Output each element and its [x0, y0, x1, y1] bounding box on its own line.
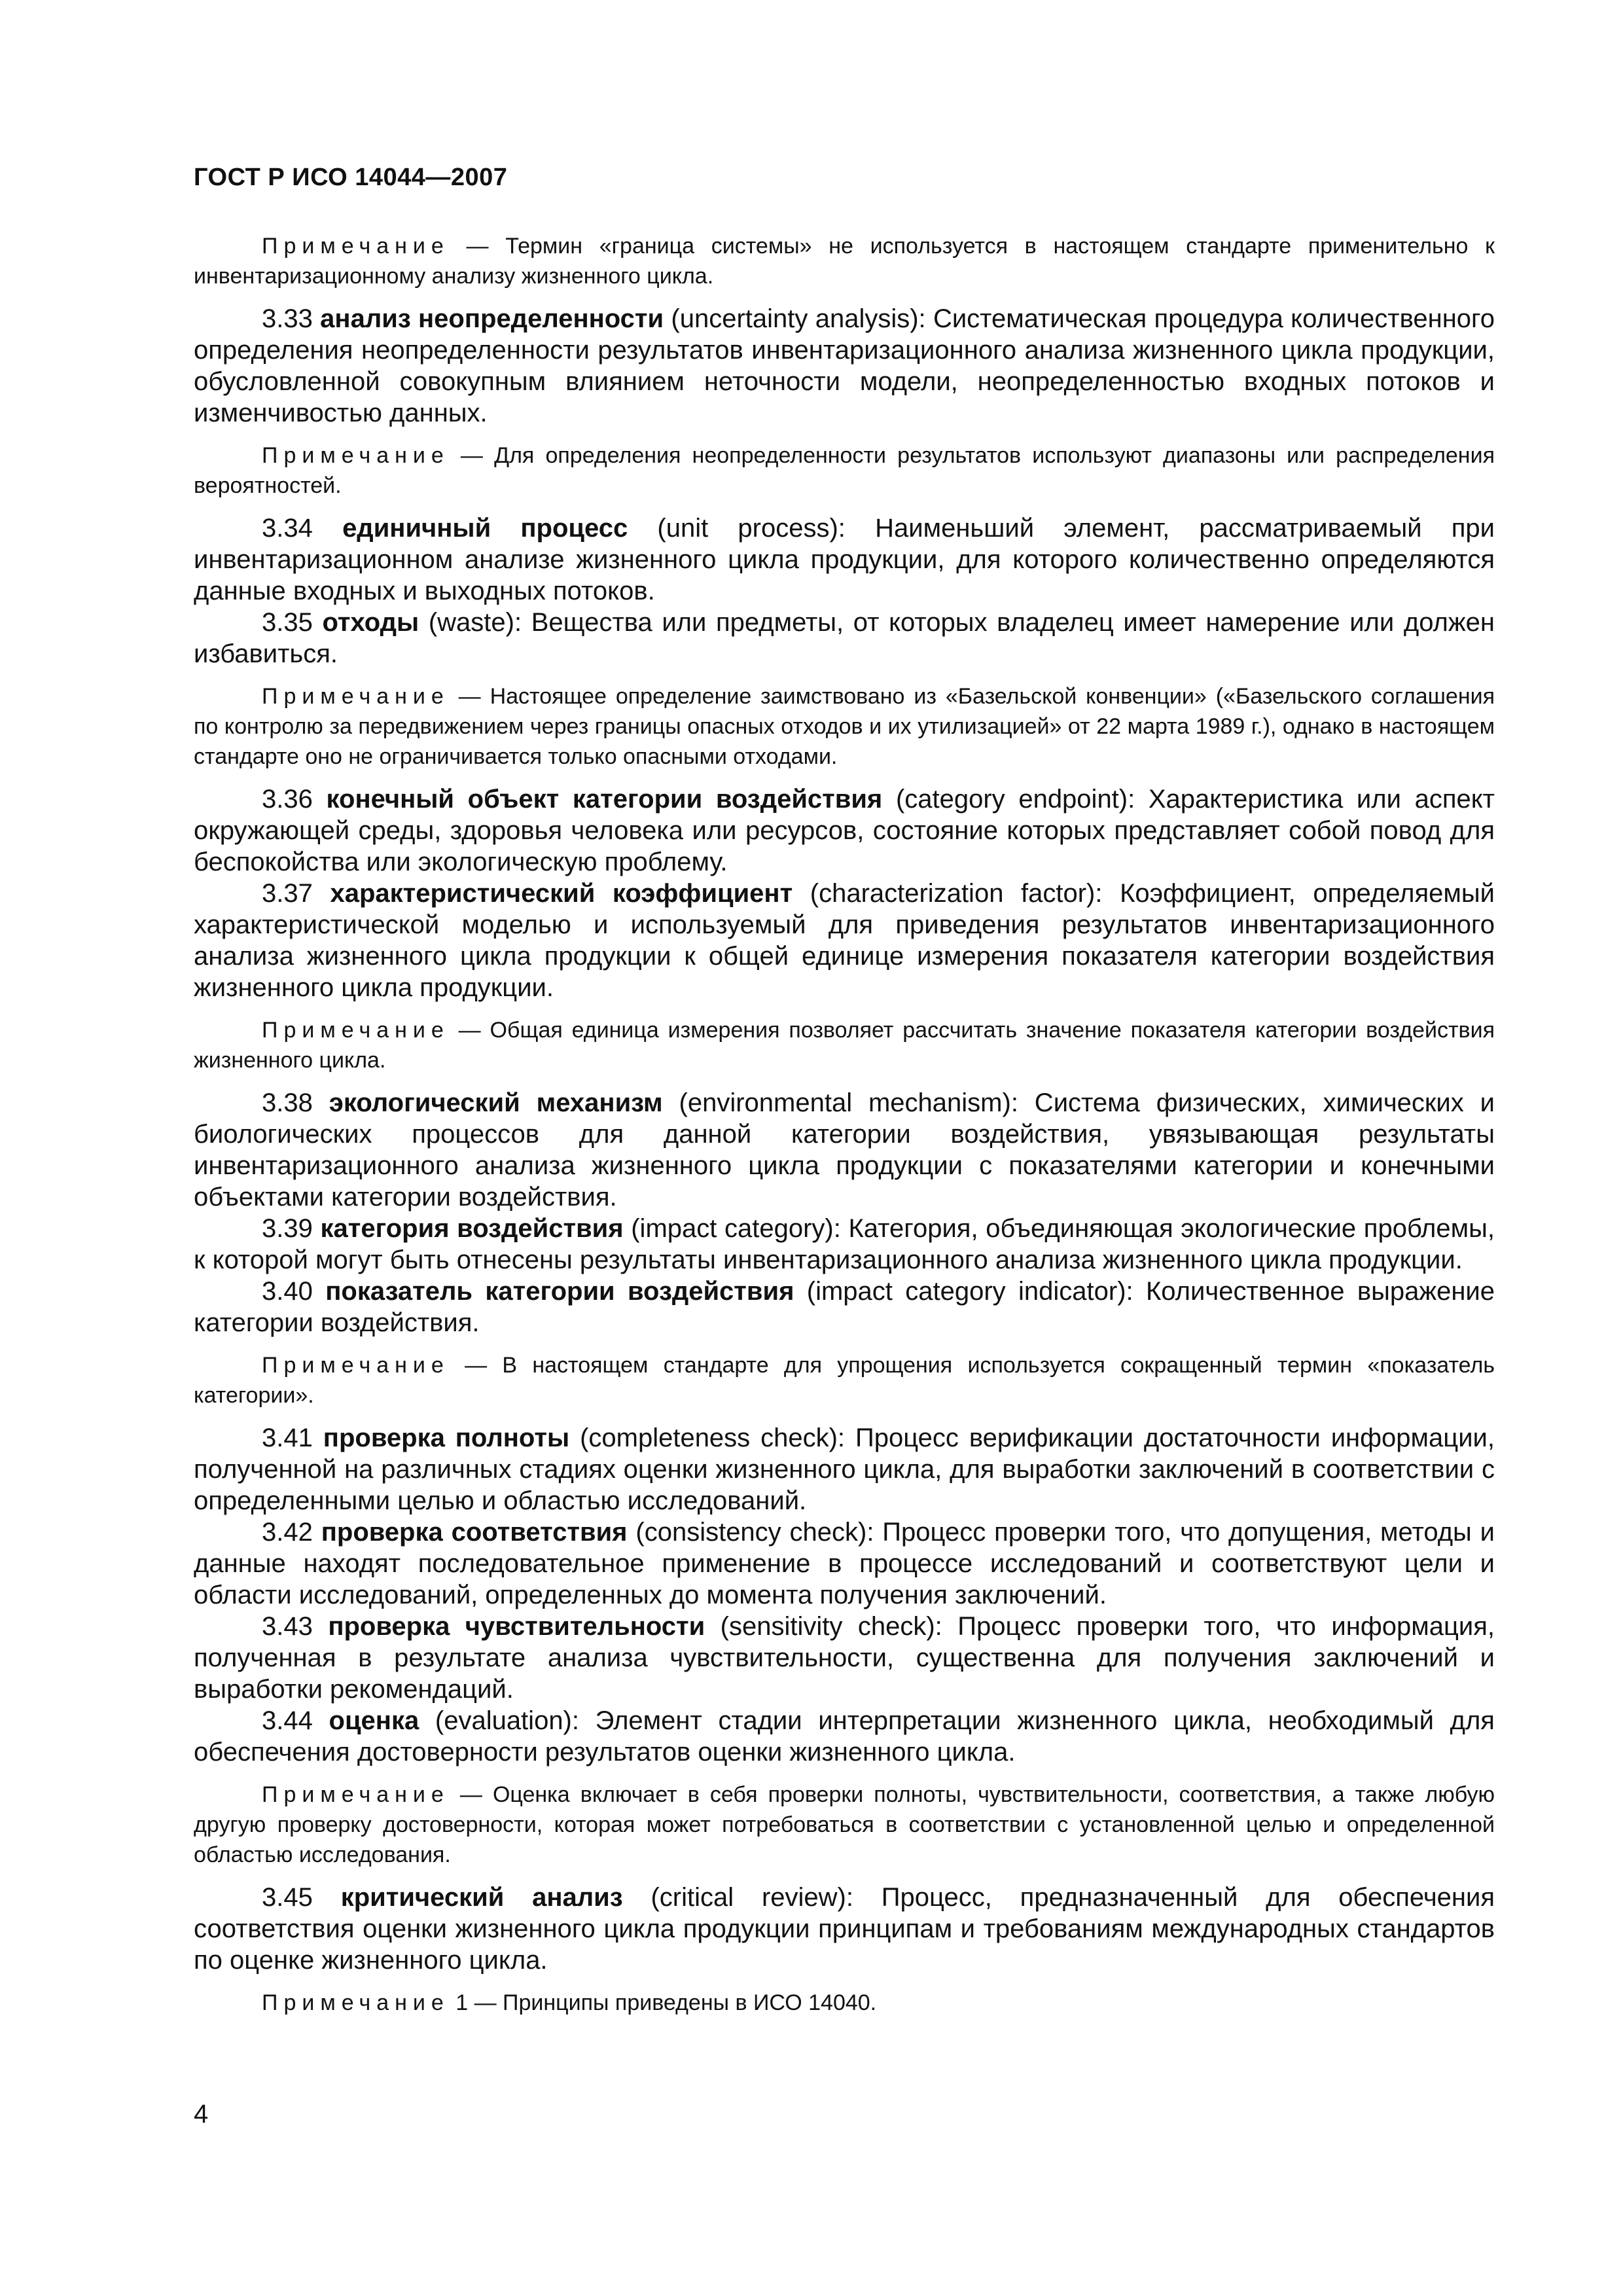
definition-text: (category endpoint): Характеристика или аспект окружающей среды, здоровья человека или ресурсов, состояние которых представляет собой повод для беспокойства или экологическую проблему. [194, 785, 1495, 876]
definition-number: 3.39 [262, 1214, 313, 1243]
note-label: Примечание [262, 1990, 450, 2015]
definition-text: (completeness check): Процесс верификации достаточности информации, полученной на различных стадиях оценки жизненного цикла, для выработки заключений в соответствии с определенными целью и областью исследований. [194, 1424, 1495, 1515]
definition-paragraph [194, 1882, 1495, 1976]
note-label: Примечание [262, 1353, 450, 1378]
note-text: — Для определения неопределенности результатов используют диапазоны или распределения вероятностей. [194, 443, 1495, 498]
definition-term: показатель категории воздействия [325, 1277, 794, 1306]
definition-number: 3.40 [262, 1277, 313, 1306]
definition-term: проверка соответствия [321, 1518, 628, 1547]
definition-paragraph [194, 878, 1495, 1003]
definition-term: проверка полноты [323, 1424, 570, 1452]
definition-text: (sensitivity check): Процесс проверки того, что информация, полученная в результате анализа чувствительности, существенна для получения заключений и выработки рекомендаций. [194, 1612, 1495, 1704]
note-paragraph [194, 1350, 1495, 1410]
definition-term: единичный процесс [342, 514, 628, 543]
definition-term: анализ неопределенности [320, 304, 664, 333]
note-label: Примечание [262, 443, 450, 468]
note-paragraph [194, 231, 1495, 291]
definition-paragraph [194, 607, 1495, 670]
definition-number: 3.37 [262, 879, 313, 908]
definition-number: 3.45 [262, 1883, 313, 1912]
definition-number: 3.42 [262, 1518, 313, 1547]
definition-text: (impact category): Категория, объединяющая экологические проблемы, к которой могут быть отнесены результаты инвентаризационного анализа жизненного цикла продукции. [194, 1214, 1495, 1274]
definition-paragraph [194, 1213, 1495, 1276]
definition-text: (critical review): Процесс, предназначенный для обеспечения соответствия оценки жизненного цикла продукции принципам и требованиям международных стандартов по оценке жизненного цикла. [194, 1883, 1495, 1975]
note-label: Примечание [262, 1782, 450, 1807]
definition-term: категория воздействия [320, 1214, 624, 1243]
definition-paragraph [194, 783, 1495, 878]
definition-number: 3.44 [262, 1706, 313, 1735]
definition-text: (environmental mechanism): Система физических, химических и биологических процессов для данной категории воздействия, увязывающая результаты инвентаризационного анализа жизненного цикла продукции с показателями категории и конечными объектами категории воздействия. [194, 1088, 1495, 1211]
definition-paragraph [194, 1276, 1495, 1338]
definition-number: 3.33 [262, 304, 313, 333]
note-label: Примечание [262, 684, 450, 709]
definition-text: (waste): Вещества или предметы, от которых владелец имеет намерение или должен избавиться. [194, 608, 1495, 668]
note-text: — Оценка включает в себя проверки полноты, чувствительности, соответствия, а также любую другую проверку достоверности, которая может потребоваться в соответствии с установленной целью и определенной областью исследования. [194, 1782, 1495, 1867]
definition-text: (unit process): Наименьший элемент, рассматриваемый при инвентаризационном анализе жизненного цикла продукции, для которого количественно определяются данные входных и выходных потоков. [194, 514, 1495, 605]
document-body [194, 219, 1495, 2030]
definition-paragraph [194, 1087, 1495, 1213]
definition-term: проверка чувствительности [328, 1612, 705, 1641]
note-text: — Общая единица измерения позволяет рассчитать значение показателя категории воздействия жизненного цикла. [194, 1018, 1495, 1073]
note-paragraph [194, 1015, 1495, 1075]
note-text: — Термин «граница системы» не используется в настоящем стандарте применительно к инвентаризационному анализу жизненного цикла. [194, 234, 1495, 289]
definition-term: конечный объект категории воздействия [326, 785, 883, 814]
definition-paragraph [194, 1705, 1495, 1768]
definition-paragraph [194, 1516, 1495, 1611]
definition-paragraph [194, 1422, 1495, 1516]
definition-term: характеристический коэффициент [330, 879, 793, 908]
definition-number: 3.36 [262, 785, 313, 814]
definition-number: 3.38 [262, 1088, 313, 1117]
definition-term: отходы [322, 608, 419, 637]
definition-paragraph [194, 512, 1495, 607]
note-paragraph [194, 681, 1495, 772]
note-paragraph [194, 1988, 1495, 2018]
definition-text: (evaluation): Элемент стадии интерпретации жизненного цикла, необходимый для обеспечения достоверности результатов оценки жизненного цикла. [194, 1706, 1495, 1767]
definition-text: (uncertainty analysis): Систематическая процедура количественного определения неопределенности результатов инвентаризационного анализа жизненного цикла продукции, обусловленной совокупным влиянием неточности модели, неопределенностью входных потоков и изменчивостью данных. [194, 304, 1495, 427]
definition-text: (characterization factor): Коэффициент, определяемый характеристической моделью и используемый для приведения результатов инвентаризационного анализа жизненного цикла продукции к общей единице измерения показателя категории воздействия жизненного цикла продукции. [194, 879, 1495, 1002]
note-label: Примечание [262, 234, 450, 259]
definition-term: критический анализ [340, 1883, 623, 1912]
definition-number: 3.34 [262, 514, 313, 543]
definition-text: (impact category indicator): Количественное выражение категории воздействия. [194, 1277, 1495, 1337]
definition-paragraph [194, 1611, 1495, 1705]
document-header: ГОСТ Р ИСО 14044—2007 [194, 164, 508, 191]
definition-number: 3.43 [262, 1612, 313, 1641]
page-number: 4 [194, 2100, 209, 2128]
note-paragraph [194, 1780, 1495, 1870]
note-text: 1 — Принципы приведены в ИСО 14040. [449, 1990, 877, 2015]
note-label: Примечание [262, 1018, 450, 1043]
definition-term: оценка [329, 1706, 419, 1735]
definition-text: (consistency check): Процесс проверки того, что допущения, методы и данные находят последовательное применение в процессе исследований и соответствуют цели и области исследований, определенных до момента получения заключений. [194, 1518, 1495, 1609]
definition-number: 3.41 [262, 1424, 313, 1452]
note-text: — Настоящее определение заимствовано из «Базельской конвенции» («Базельского соглашения по контролю за передвижением через границы опасных отходов и их утилизацией» от 22 марта 1989 г.), однако в настоящем стандарте оно не ограничивается только опасными отходами. [194, 684, 1495, 769]
definition-paragraph [194, 303, 1495, 429]
note-paragraph [194, 440, 1495, 501]
definition-number: 3.35 [262, 608, 313, 637]
definition-term: экологический механизм [329, 1088, 663, 1117]
note-text: — В настоящем стандарте для упрощения используется сокращенный термин «показатель категории». [194, 1353, 1495, 1408]
